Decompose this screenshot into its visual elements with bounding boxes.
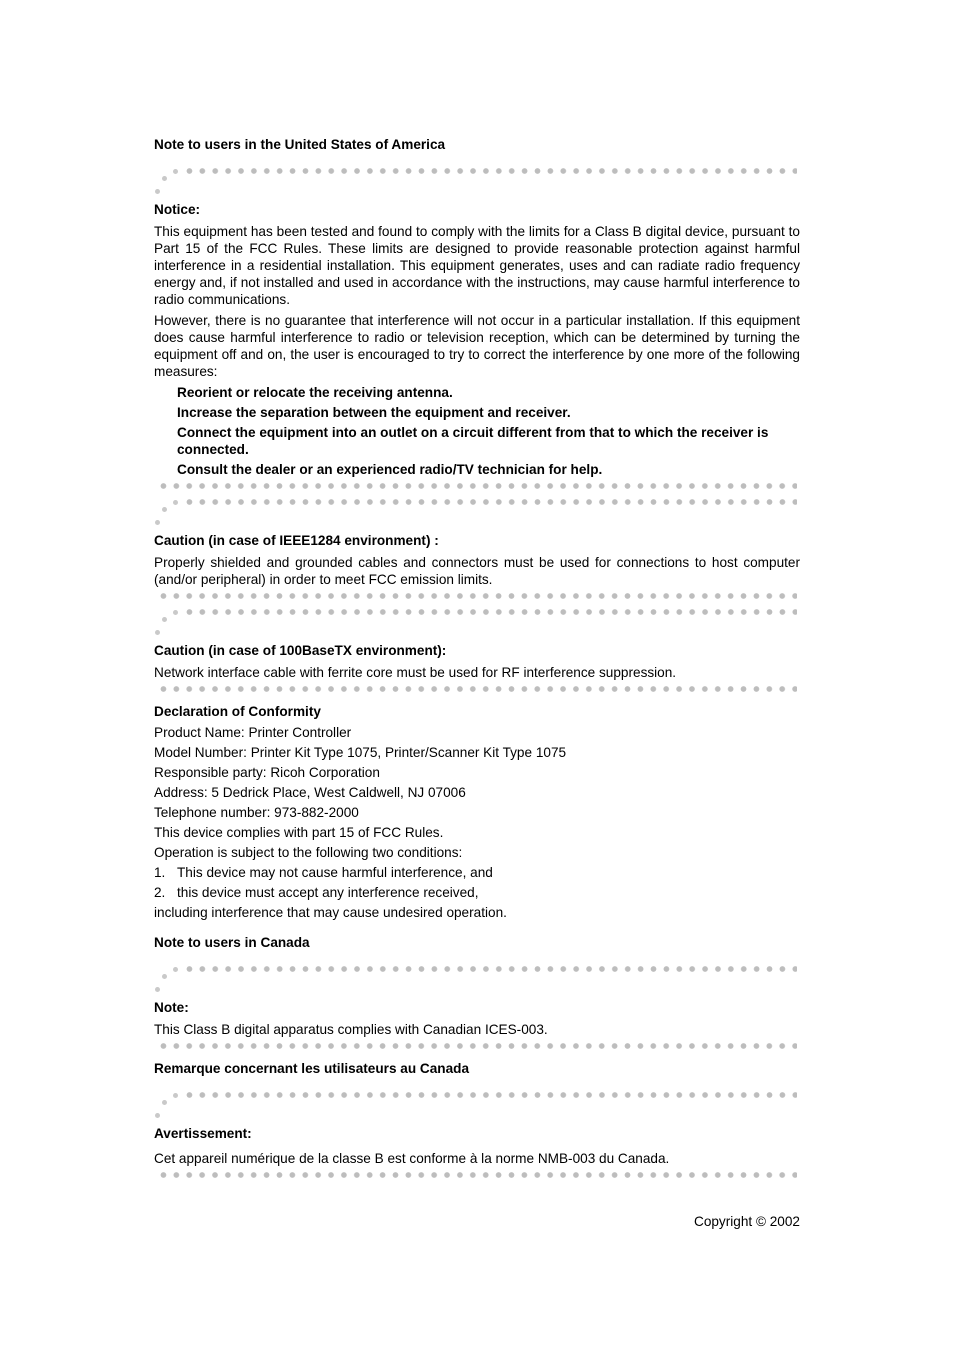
- declaration-heading: Declaration of Conformity: [154, 704, 321, 719]
- note-top-border: [154, 1091, 800, 1125]
- declaration-line: Model Number: Printer Kit Type 1075, Printer/Scanner Kit Type 1075: [154, 745, 567, 760]
- declaration-line: This device complies with part 15 of FCC Rules.: [154, 825, 444, 840]
- canada-note-text: This Class B digital apparatus complies with Canadian ICES-003.: [154, 1022, 548, 1037]
- note-top-border: [154, 167, 800, 201]
- caution-bottom-border: [157, 592, 797, 600]
- caution-100base-title: Caution (in case of 100BaseTX environment):: [154, 643, 447, 658]
- canada-fr-note-title: Avertissement:: [154, 1126, 252, 1141]
- caution-bottom-border: [157, 685, 797, 693]
- us-heading: Note to users in the United States of America: [154, 137, 446, 152]
- copyright-notice: Copyright © 2002: [694, 1214, 800, 1229]
- condition-item: [154, 884, 800, 901]
- measure-item: Increase the separation between the equipment and receiver.: [177, 405, 571, 420]
- canada-fr-note-text: Cet appareil numérique de la classe B est conforme à la norme NMB-003 du Canada.: [154, 1151, 670, 1166]
- note-bottom-border: [157, 1171, 797, 1179]
- document-page: [154, 136, 800, 1230]
- notice-paragraph-2: However, there is no guarantee that interference will not occur in a particular installation. If this equipment does cause harmful interference to radio or television reception, which can be determined by turning the equipment off and on, the user is encouraged to try to correct the interference by one more of the following measures:: [154, 313, 800, 379]
- measure-item: Consult the dealer or an experienced radio/TV technician for help.: [177, 462, 603, 477]
- canada-note-title: Note:: [154, 1000, 189, 1015]
- declaration-line: Product Name: Printer Controller: [154, 725, 352, 740]
- measure-item: Connect the equipment into an outlet on a circuit different from that to which the receiver is connected.: [177, 425, 769, 457]
- condition-item: [154, 864, 800, 881]
- declaration-line: Address: 5 Dedrick Place, West Caldwell, NJ 07006: [154, 785, 466, 800]
- declaration-line: Operation is subject to the following two conditions:: [154, 845, 463, 860]
- note-bottom-border: [157, 1042, 797, 1050]
- caution-ieee-title: Caution (in case of IEEE1284 environment) :: [154, 533, 439, 548]
- condition-number: 2.: [154, 885, 166, 900]
- canada-fr-heading: Remarque concernant les utilisateurs au Canada: [154, 1061, 470, 1076]
- condition-text: This device may not cause harmful interference, and: [177, 865, 493, 880]
- condition-text: this device must accept any interference received,: [177, 885, 479, 900]
- declaration-line: Responsible party: Ricoh Corporation: [154, 765, 380, 780]
- declaration-closing: including interference that may cause undesired operation.: [154, 905, 507, 920]
- notice-paragraph-1: This equipment has been tested and found to comply with the limits for a Class B digital device, pursuant to Part 15 of the FCC Rules. These limits are designed to provide reasonable protection against harmful interference in a residential installation. This equipment generates, uses and can radiate radio frequency energy and, if not installed and used in accordance with the instructions, may cause harmful interference to radio communications.: [154, 224, 800, 307]
- note-bottom-border: [157, 482, 797, 490]
- measure-item: Reorient or relocate the receiving antenna.: [177, 385, 453, 400]
- measures-list: [177, 384, 800, 478]
- caution-top-border: [154, 498, 800, 532]
- caution-100base-text: Network interface cable with ferrite core must be used for RF interference suppression.: [154, 665, 677, 680]
- caution-ieee-text: Properly shielded and grounded cables and connectors must be used for connections to host computer (and/or peripheral) in order to meet FCC emission limits.: [154, 555, 800, 587]
- notice-title: Notice:: [154, 202, 201, 217]
- caution-top-border: [154, 608, 800, 642]
- note-top-border: [154, 965, 800, 999]
- canada-heading: Note to users in Canada: [154, 935, 310, 950]
- declaration-line: Telephone number: 973-882-2000: [154, 805, 359, 820]
- condition-number: 1.: [154, 865, 166, 880]
